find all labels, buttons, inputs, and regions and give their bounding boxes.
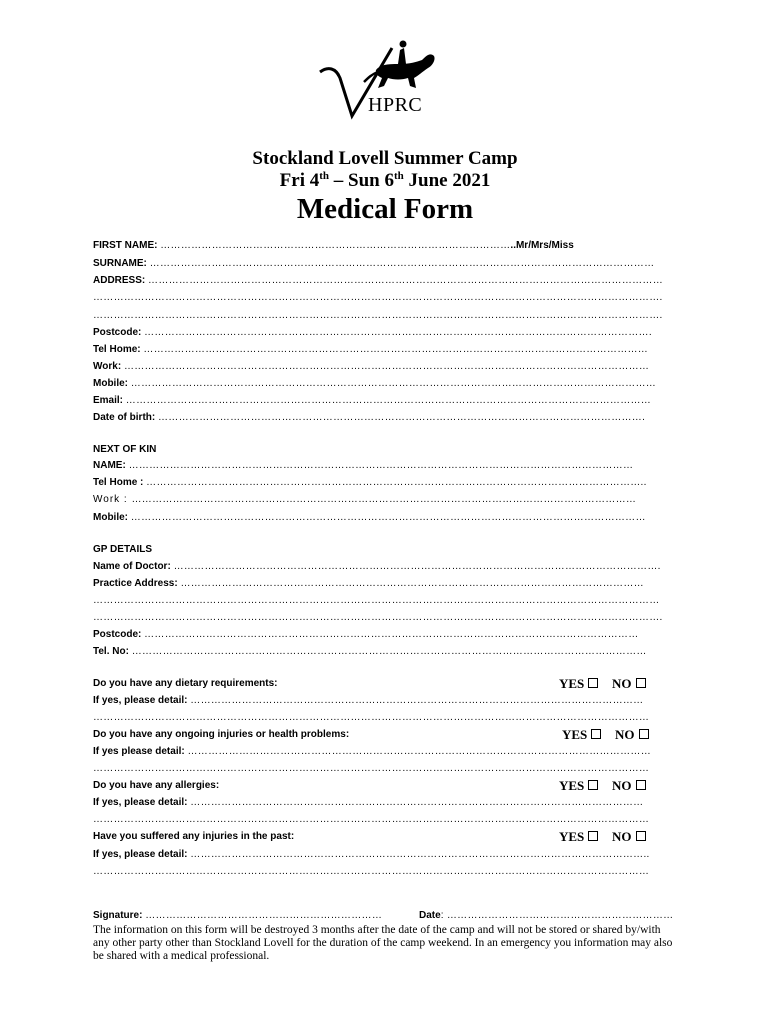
signature-field[interactable] [93, 910, 382, 922]
past-injuries-question: Have you suffered any injuries in the past: [93, 831, 295, 842]
surname-label: SURNAME: [93, 258, 150, 269]
checkbox-icon[interactable] [639, 729, 649, 739]
tel-home-dots: ………………………………………………………………………………………………………………………………… [143, 344, 649, 355]
email-dots: ……………………………………………………………………………………………………………………………………… [125, 395, 652, 406]
dietary-detail-label: If yes, please detail: [93, 695, 191, 706]
surname-field[interactable] [93, 258, 654, 270]
dietary-detail-field[interactable] [93, 695, 643, 707]
nok-mobile-dots: …………………………………………………………………………………………………………………………………… [130, 512, 646, 523]
practice-address-line-2[interactable] [93, 595, 660, 607]
injuries-detail-dots: ……………………………………………………………………………………………………………………… [187, 746, 651, 757]
doctor-name-label: Name of Doctor: [93, 561, 174, 572]
nok-work-dots: ………………………………………………………………………………………………………………………………… [131, 494, 637, 505]
yes-label: YES [559, 676, 585, 691]
event-dates: Fri 4th – Sun 6th June 2021 [279, 170, 491, 191]
email-label: Email: [93, 395, 126, 406]
nok-name-label: NAME: [93, 460, 129, 471]
checkbox-icon[interactable] [636, 678, 646, 688]
mobile-label: Mobile: [93, 378, 131, 389]
signature-label: Signature: [93, 910, 146, 921]
past-injuries-line-2-dots: ……………………………………………………………………………………………………………………………………………… [93, 866, 650, 877]
practice-address-line-2-dots: ………………………………………………………………………………………………………………………………………………… [93, 595, 660, 606]
nok-work-field[interactable] [93, 494, 636, 506]
postcode-dots: …………………………………………………………………………………………………………………………………. [144, 327, 652, 338]
work-dots: ……………………………………………………………………………………………………………………………………… [123, 361, 650, 372]
privacy-notice: The information on this form will be destroyed 3 months after the date of the camp and will not be stored or shared by/with any other party other than Stockland Lovell for the duration of the camp weekend. In an emergency you information may also be shared with a medical professional. [93, 924, 673, 962]
doctor-name-dots: ……………………………………………………………………………………………………………………………. [173, 561, 661, 572]
allergies-no[interactable] [612, 778, 646, 794]
address-field[interactable] [93, 275, 663, 287]
injuries-yes[interactable] [562, 727, 601, 743]
postcode-field[interactable] [93, 327, 652, 339]
injuries-detail-label: If yes please detail: [93, 746, 188, 757]
surname-dots: ………………………………………………………………………………………………………………………………… [149, 258, 655, 269]
mobile-dots: ……………………………………………………………………………………………………………………………………… [130, 378, 657, 389]
checkbox-icon[interactable] [636, 780, 646, 790]
gp-postcode-label: Postcode: [93, 629, 145, 640]
nok-work-label: Work : [93, 494, 132, 505]
nok-mobile-field[interactable] [93, 512, 646, 524]
checkbox-icon[interactable] [588, 831, 598, 841]
yes-label: YES [562, 727, 588, 742]
injuries-detail-line-2[interactable] [93, 763, 649, 775]
first-name-field[interactable] [93, 240, 574, 252]
nok-name-dots: ………………………………………………………………………………………………………………………………… [128, 460, 634, 471]
mobile-field[interactable] [93, 378, 656, 390]
logo-text: HPRC [368, 94, 423, 116]
address-line-2-dots: …………………………………………………………………………………………………………………………………………………. [93, 292, 663, 303]
gp-details-heading: GP DETAILS [93, 544, 153, 555]
event-title: Stockland Lovell Summer Camp [252, 148, 518, 169]
allergies-yes[interactable] [559, 778, 598, 794]
nok-tel-home-label: Tel Home : [93, 477, 147, 488]
yes-label: YES [559, 778, 585, 793]
email-field[interactable] [93, 395, 651, 407]
past-injuries-yes[interactable] [559, 829, 598, 845]
doctor-name-field[interactable] [93, 561, 661, 573]
injuries-question: Do you have any ongoing injuries or health problems: [93, 729, 350, 740]
past-injuries-detail-label: If yes, please detail: [93, 849, 191, 860]
past-injuries-detail-dots: …………………………………………………………………………………………………………………….. [190, 849, 650, 860]
date-field[interactable] [419, 910, 673, 922]
title-options: ..Mr/Mrs/Miss [510, 240, 574, 251]
dob-field[interactable] [93, 412, 645, 424]
horse-rider-icon [364, 41, 435, 89]
form-title: Medical Form [296, 193, 474, 225]
date-dots: : ………………………………………………………… [440, 910, 674, 921]
address-line-2[interactable] [93, 292, 663, 304]
checkbox-icon[interactable] [636, 831, 646, 841]
injuries-detail-field[interactable] [93, 746, 651, 758]
signature-dots: …………………………………………………………… [145, 910, 383, 921]
dietary-yes[interactable] [559, 676, 598, 692]
yes-label: YES [559, 829, 585, 844]
date-label: Date [419, 910, 441, 921]
tel-home-label: Tel Home: [93, 344, 144, 355]
allergies-detail-line-2[interactable] [93, 814, 649, 826]
dob-dots: ……………………………………………………………………………………………………………………………. [158, 412, 646, 423]
postcode-label: Postcode: [93, 327, 145, 338]
dietary-question: Do you have any dietary requirements: [93, 678, 278, 689]
address-dots: …………………………………………………………………………………………………………………………………… [148, 275, 664, 286]
address-label: ADDRESS: [93, 275, 149, 286]
first-name-label: FIRST NAME: [93, 240, 161, 251]
injuries-no[interactable] [615, 727, 649, 743]
past-injuries-detail-line-2[interactable] [93, 866, 649, 878]
practice-address-line-3[interactable] [93, 612, 663, 624]
gp-tel-label: Tel. No: [93, 646, 132, 657]
gp-postcode-field[interactable] [93, 629, 639, 641]
gp-postcode-dots: ……………………………………………………………………………………………………………………………… [144, 629, 639, 640]
work-field[interactable] [93, 361, 649, 373]
no-label: NO [612, 829, 632, 844]
dietary-line-2-dots: ……………………………………………………………………………………………………………………………………………… [93, 712, 650, 723]
allergies-question: Do you have any allergies: [93, 780, 220, 791]
address-line-3[interactable] [93, 310, 663, 322]
dietary-detail-line-2[interactable] [93, 712, 649, 724]
practice-address-field[interactable] [93, 578, 644, 590]
dietary-detail-dots: …………………………………………………………………………………………………………………… [190, 695, 644, 706]
tel-home-field[interactable] [93, 344, 648, 356]
injuries-line-2-dots: ……………………………………………………………………………………………………………………………………………… [93, 763, 650, 774]
nok-name-field[interactable] [93, 460, 633, 472]
allergies-line-2-dots: ……………………………………………………………………………………………………………………………………………… [93, 814, 650, 825]
past-injuries-detail-field[interactable] [93, 849, 650, 861]
allergies-detail-field[interactable] [93, 797, 643, 809]
nok-mobile-label: Mobile: [93, 512, 131, 523]
past-injuries-no[interactable] [612, 829, 646, 845]
checkbox-icon[interactable] [588, 780, 598, 790]
allergies-detail-label: If yes, please detail: [93, 797, 191, 808]
gp-tel-dots: …………………………………………………………………………………………………………………………………… [131, 646, 647, 657]
practice-address-label: Practice Address: [93, 578, 181, 589]
no-label: NO [612, 778, 632, 793]
dob-label: Date of birth: [93, 412, 158, 423]
no-label: NO [615, 727, 635, 742]
checkbox-icon[interactable] [588, 678, 598, 688]
address-line-3-dots: …………………………………………………………………………………………………………………………………………………. [93, 310, 663, 321]
checkbox-icon[interactable] [591, 729, 601, 739]
work-label: Work: [93, 361, 124, 372]
gp-tel-field[interactable] [93, 646, 647, 658]
nok-tel-home-dots: ……………………………………………………………………………………………………………………………….. [146, 477, 647, 488]
next-of-kin-heading: NEXT OF KIN [93, 444, 157, 455]
practice-address-line-3-dots: …………………………………………………………………………………………………………………………………………………. [93, 612, 663, 623]
first-name-dots: ………………………………………………………………………………………… [160, 240, 511, 251]
practice-address-dots: ……………………………………………………………………………………………………………………… [180, 578, 644, 589]
no-label: NO [612, 676, 632, 691]
dietary-no[interactable] [612, 676, 646, 692]
nok-tel-home-field[interactable] [93, 477, 647, 489]
allergies-detail-dots: …………………………………………………………………………………………………………………… [190, 797, 644, 808]
